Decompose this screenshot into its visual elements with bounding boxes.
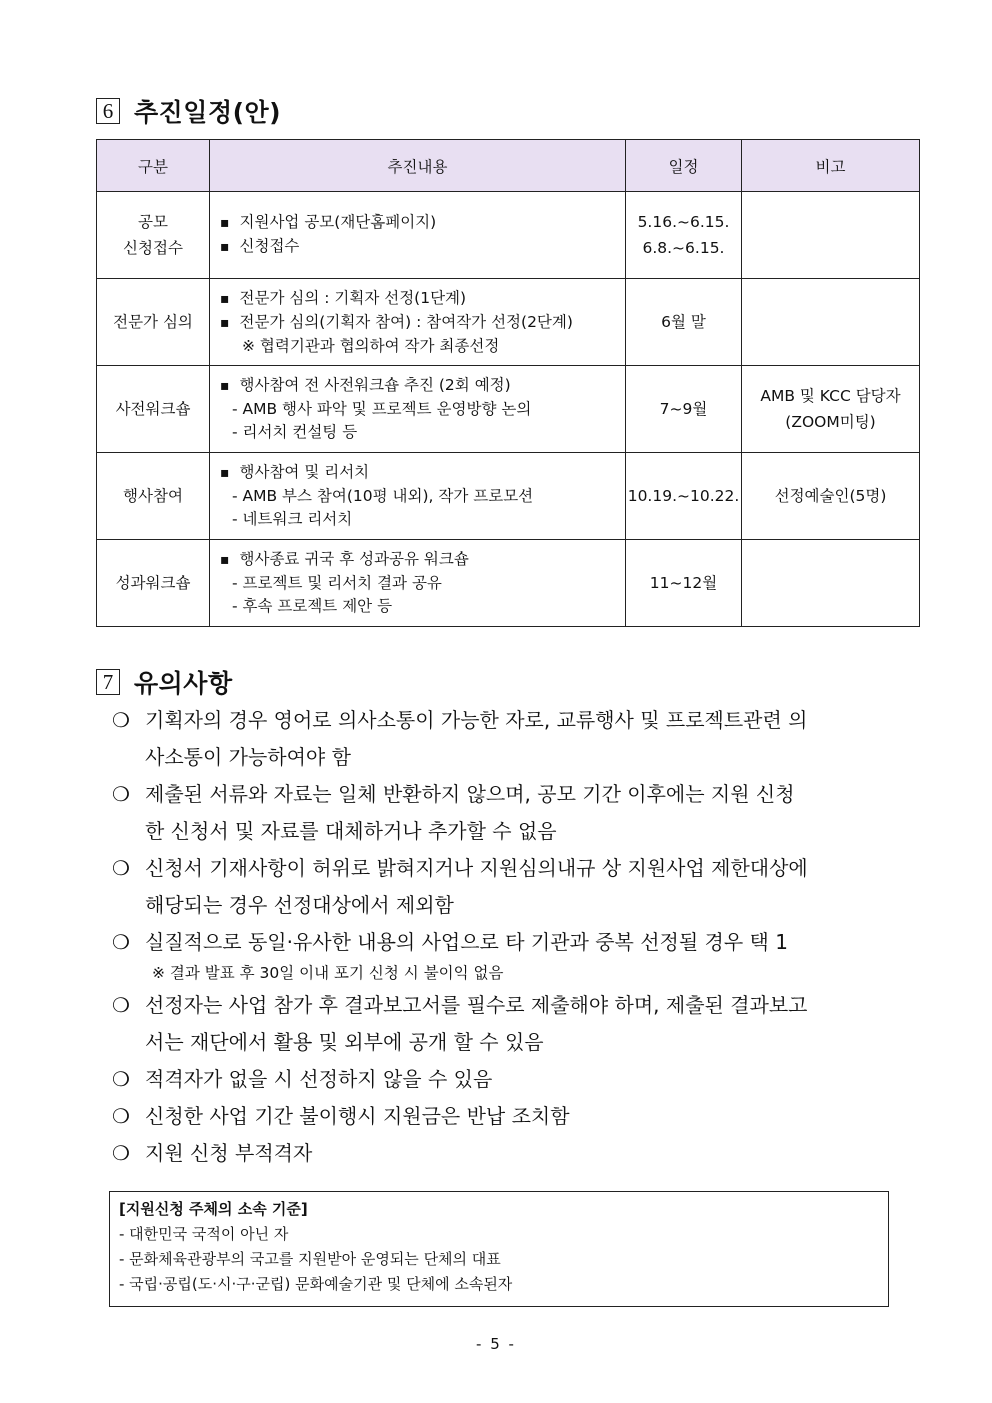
schedule-text: 7~9월 <box>659 400 708 418</box>
note-text: 선정자는 사업 참가 후 결과보고서를 필수로 제출해야 하며, 제출된 결과보고 <box>145 993 808 1017</box>
content-cell <box>210 366 626 453</box>
schedule-cell <box>626 540 742 627</box>
criteria-item: - 국립·공립(도·시·구·군립) 문화예술기관 및 단체에 소속된자 <box>119 1275 513 1293</box>
circle-bullet-icon: ❍ <box>112 1141 130 1165</box>
table-header-row <box>97 140 920 192</box>
note-text: 지원 신청 부적격자 <box>145 1141 313 1165</box>
circle-bullet-icon: ❍ <box>112 856 130 880</box>
content-line: - AMB 행사 파악 및 프로젝트 운영방향 논의 <box>232 400 532 418</box>
note-text: 기획자의 경우 영어로 의사소통이 가능한 자로, 교류행사 및 프로젝트관련 의 <box>145 708 808 732</box>
category-text: 행사참여 <box>123 487 183 505</box>
content-line: - 프로젝트 및 리서치 결과 공유 <box>232 574 442 592</box>
note-text: AMB 및 KCC 담당자 <box>760 387 901 405</box>
note-item <box>110 702 900 776</box>
note-cell <box>742 540 920 627</box>
note-item <box>110 850 900 924</box>
section-7-heading <box>96 664 233 700</box>
header-schedule: 일정 <box>626 140 742 192</box>
header-note: 비고 <box>742 140 920 192</box>
schedule-cell <box>626 366 742 453</box>
note-item <box>110 776 900 850</box>
note-text: 신청한 사업 기간 불이행시 지원금은 반납 조치함 <box>145 1104 570 1128</box>
content-line: ▪ 지원사업 공모(재단홈페이지) <box>220 211 617 235</box>
category-cell <box>97 192 210 279</box>
content-line: ▪ 전문가 심의 : 기획자 선정(1단계) <box>220 287 617 311</box>
criteria-item: - 문화체육관광부의 국고를 지원받아 운영되는 단체의 대표 <box>119 1250 501 1268</box>
section-6-heading <box>96 93 281 129</box>
criteria-item: - 대한민국 국적이 아닌 자 <box>119 1225 289 1243</box>
content-line: ▪ 신청접수 <box>220 235 617 259</box>
note-text: 사소통이 가능하여야 함 <box>145 745 351 769</box>
content-line: - AMB 부스 참여(10평 내외), 작가 프로모션 <box>232 487 534 505</box>
circle-bullet-icon: ❍ <box>112 1104 130 1128</box>
content-line: - 리서치 컨설팅 등 <box>232 423 358 441</box>
section-title: 추진일정(안) <box>134 98 282 127</box>
note-subtext: ※ 결과 발표 후 30일 이내 포기 신청 시 불이익 없음 <box>152 964 504 982</box>
category-text: 성과워크숍 <box>115 574 191 592</box>
header-content: 추진내용 <box>210 140 626 192</box>
content-line: ※ 협력기관과 협의하여 작가 최종선정 <box>242 336 500 355</box>
category-text: 신청접수 <box>123 239 183 257</box>
note-item <box>110 1098 900 1135</box>
table-row <box>97 453 920 540</box>
schedule-text: 11~12월 <box>649 574 718 592</box>
note-item <box>110 1061 900 1098</box>
schedule-cell <box>626 279 742 366</box>
content-line: ▪ 행사참여 및 리서치 <box>220 461 617 485</box>
note-item <box>110 1135 900 1172</box>
page-number: - 5 - <box>476 1335 516 1353</box>
note-item <box>110 924 900 961</box>
category-cell <box>97 366 210 453</box>
content-cell <box>210 279 626 366</box>
table-row <box>97 192 920 279</box>
note-cell <box>742 192 920 279</box>
note-text: 해당되는 경우 선정대상에서 제외함 <box>145 893 454 917</box>
note-text: 서는 재단에서 활용 및 외부에 공개 할 수 있음 <box>145 1030 544 1054</box>
schedule-text: 6월 말 <box>661 313 706 331</box>
category-text: 전문가 심의 <box>113 313 193 331</box>
note-cell <box>742 279 920 366</box>
schedule-cell <box>626 453 742 540</box>
section-number-box: 7 <box>96 669 120 695</box>
section-title: 유의사항 <box>134 669 233 698</box>
content-line: - 후속 프로젝트 제안 등 <box>232 597 393 615</box>
criteria-box <box>109 1191 889 1307</box>
circle-bullet-icon: ❍ <box>112 930 130 954</box>
table-body <box>97 192 920 627</box>
circle-bullet-icon: ❍ <box>112 993 130 1017</box>
content-line: ▪ 행사종료 귀국 후 성과공유 워크숍 <box>220 548 617 572</box>
note-cell <box>742 453 920 540</box>
circle-bullet-icon: ❍ <box>112 1067 130 1091</box>
schedule-text: 6.8.~6.15. <box>642 239 725 257</box>
category-text: 공모 <box>138 213 168 231</box>
content-line: ▪ 행사참여 전 사전워크숍 추진 (2회 예정) <box>220 374 617 398</box>
note-text: 선정예술인(5명) <box>774 487 887 505</box>
table-row <box>97 279 920 366</box>
note-text: 적격자가 없을 시 선정하지 않을 수 있음 <box>145 1067 493 1091</box>
content-line: ▪ 전문가 심의(기획자 참여) : 참여작가 선정(2단계) <box>220 311 617 335</box>
note-cell <box>742 366 920 453</box>
note-text: 신청서 기재사항이 허위로 밝혀지거나 지원심의내규 상 지원사업 제한대상에 <box>145 856 808 880</box>
table-row <box>97 540 920 627</box>
note-text: (ZOOM미팅) <box>785 413 876 431</box>
note-text: 제출된 서류와 자료는 일체 반환하지 않으며, 공모 기간 이후에는 지원 신청 <box>145 782 795 806</box>
schedule-cell <box>626 192 742 279</box>
schedule-text: 5.16.~6.15. <box>637 213 730 231</box>
schedule-text: 10.19.~10.22. <box>627 487 740 505</box>
category-cell <box>97 453 210 540</box>
category-cell <box>97 540 210 627</box>
section-number-box: 6 <box>96 98 120 124</box>
criteria-title: [지원신청 주체의 소속 기준] <box>119 1200 308 1218</box>
category-cell <box>97 279 210 366</box>
category-text: 사전워크숍 <box>115 400 191 418</box>
note-text: 실질적으로 동일·유사한 내용의 사업으로 타 기관과 중복 선정될 경우 택 1 <box>145 930 788 954</box>
notes-list <box>110 702 900 1172</box>
note-item <box>110 987 900 1061</box>
content-cell <box>210 453 626 540</box>
content-cell <box>210 192 626 279</box>
note-text: 한 신청서 및 자료를 대체하거나 추가할 수 없음 <box>145 819 557 843</box>
content-line: - 네트워크 리서치 <box>232 510 353 528</box>
circle-bullet-icon: ❍ <box>112 782 130 806</box>
table-row <box>97 366 920 453</box>
schedule-table <box>96 139 920 627</box>
header-category: 구분 <box>97 140 210 192</box>
content-cell <box>210 540 626 627</box>
circle-bullet-icon: ❍ <box>112 708 130 732</box>
